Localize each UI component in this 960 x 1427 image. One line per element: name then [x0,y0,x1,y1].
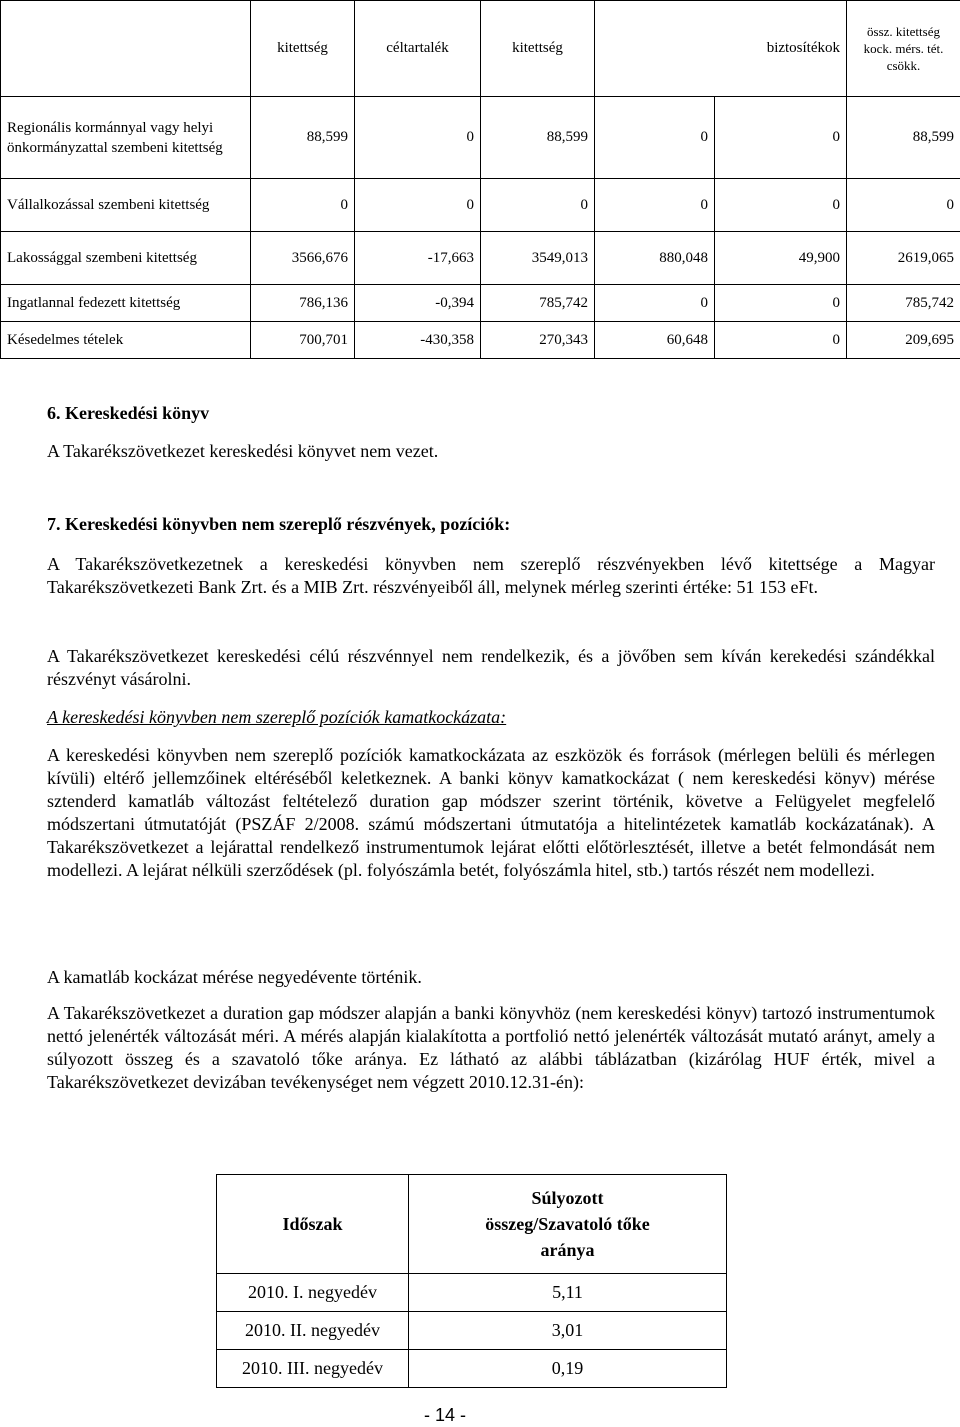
row-label-overdue: Késedelmes tételek [1,322,251,359]
cell: 3566,676 [251,232,355,285]
section-7-heading: 7. Kereskedési könyvben nem szereplő részvények, pozíciók: [47,514,511,534]
page-number: - 14 - [423,1405,466,1425]
section-7-paragraph-4: A kamatláb kockázat mérése negyedévente történik. [47,967,422,987]
cell: 88,599 [847,97,960,179]
cell: 2619,065 [847,232,960,285]
period-cell: 2010. I. negyedév [217,1274,409,1312]
exposure-row [1,179,960,232]
ratio-cell: 5,11 [409,1274,727,1312]
duration-gap-table [216,1174,727,1388]
period-cell: 2010. II. negyedév [217,1312,409,1350]
header-kitettseg-2: kitettség [481,1,595,97]
section-7-paragraph-3: A kereskedési könyvben nem szereplő pozíciók kamatkockázata az eszközök és források (mérlegen belüli és mérlegen kívüli) eltérő jellemzőinek eltéréséből keletkeznek. A banki könyv kamatkockázat ( nem kereskedési könyv) mérése sztenderd kamatláb változást feltételező duration gap módszer szerint történik, követve a Felügyelet megfelelő módszertani útmutatóját (PSZÁF 2/2008. számú módszertani útmutatója a hitelintézetek kamatláb kockázatának). A Takarékszövetkezet a lejárattal rendelkező instrumentumok lejárat előtti előtörlesztését, illetve a betét felmondását nem modellezi. A lejárat nélküli szerződések (pl. folyószámla betét, folyószámla hitel, stb.) tartós részét nem modellezi. [47,745,935,880]
cell: 785,742 [847,285,960,322]
cell: 60,648 [595,322,715,359]
duration-row [217,1350,727,1388]
cell: 0 [355,179,481,232]
row-label-regional: Regionális kormánnyal vagy helyi önkormányzattal szembeni kitettség [1,97,251,179]
exposure-row [1,232,960,285]
cell: 880,048 [595,232,715,285]
cell: 0 [715,285,847,322]
cell: 0 [595,179,715,232]
interest-risk-subheading [47,706,506,729]
cell: 0 [715,97,847,179]
cell: 3549,013 [481,232,595,285]
exposure-table [0,0,960,359]
header-celtartalek: céltartalék [355,1,481,97]
section-7-paragraph-5: A Takarékszövetkezet a duration gap módszer alapján a banki könyvhöz (nem kereskedési könyv) tartozó instrumentumok nettó jelenérték változását méri. A mérés alapján kialakította a portfolió nettó jelenérték változását mutató arányt, amely a súlyozott összeg és a szavatoló tőke aránya. Ez látható az alábbi táblázatban (kizárólag HUF érték, mivel a Takarékszövetkezet devizában tevékenységet nem végzett 2010.12.31-én): [47,1003,935,1092]
cell: 785,742 [481,285,595,322]
cell: 88,599 [481,97,595,179]
cell: 786,136 [251,285,355,322]
ratio-cell: 3,01 [409,1312,727,1350]
cell: 270,343 [481,322,595,359]
exposure-row [1,97,960,179]
cell: 0 [715,322,847,359]
cell: 0 [715,179,847,232]
duration-row [217,1274,727,1312]
row-label-business: Vállalkozással szembeni kitettség [1,179,251,232]
header-sulyozott-osszeg: Súlyozott összeg/Szavatoló tőke aránya [409,1175,727,1274]
cell: 0 [251,179,355,232]
interest-risk-subheading-text: A kereskedési könyvben nem szereplő pozíciók kamatkockázata: [47,707,507,727]
cell: -0,394 [355,285,481,322]
header-idoszak: Időszak [217,1175,409,1274]
cell: 49,900 [715,232,847,285]
section-6-heading: 6. Kereskedési könyv [47,403,210,423]
duration-header-row [217,1175,727,1274]
duration-row [217,1312,727,1350]
header-biztositekok: biztosítékok [595,1,847,97]
cell: -17,663 [355,232,481,285]
ratio-cell: 0,19 [409,1350,727,1388]
cell: 209,695 [847,322,960,359]
exposure-row [1,285,960,322]
exposure-row [1,322,960,359]
section-7-paragraph-2: A Takarékszövetkezet kereskedési célú részvénnyel nem rendelkezik, és a jövőben sem kíván kerekedési szándékkal részvényt vásárolni. [47,646,935,689]
header-kitettseg: kitettség [251,1,355,97]
cell: 0 [481,179,595,232]
section-7-paragraph-1: A Takarékszövetkezetnek a kereskedési könyvben nem szereplő részvényekben lévő kitettsége a Magyar Takarékszövetkezeti Bank Zrt. és a MIB Zrt. részvényeiből áll, melynek mérleg szerinti értéke: 51 153 eFt. [47,554,935,597]
header-ossz-kitettseg: össz. kitettség kock. mérs. tét. csökk. [847,1,960,97]
exposure-header-row [1,1,960,97]
cell: 0 [595,97,715,179]
cell: -430,358 [355,322,481,359]
cell: 0 [355,97,481,179]
cell: 0 [847,179,960,232]
cell: 88,599 [251,97,355,179]
row-label-retail: Lakossággal szembeni kitettség [1,232,251,285]
period-cell: 2010. III. negyedév [217,1350,409,1388]
cell: 0 [595,285,715,322]
section-6-text: A Takarékszövetkezet kereskedési könyvet nem vezet. [47,441,439,461]
header-empty-cell [1,1,251,97]
cell: 700,701 [251,322,355,359]
row-label-real-estate: Ingatlannal fedezett kitettség [1,285,251,322]
